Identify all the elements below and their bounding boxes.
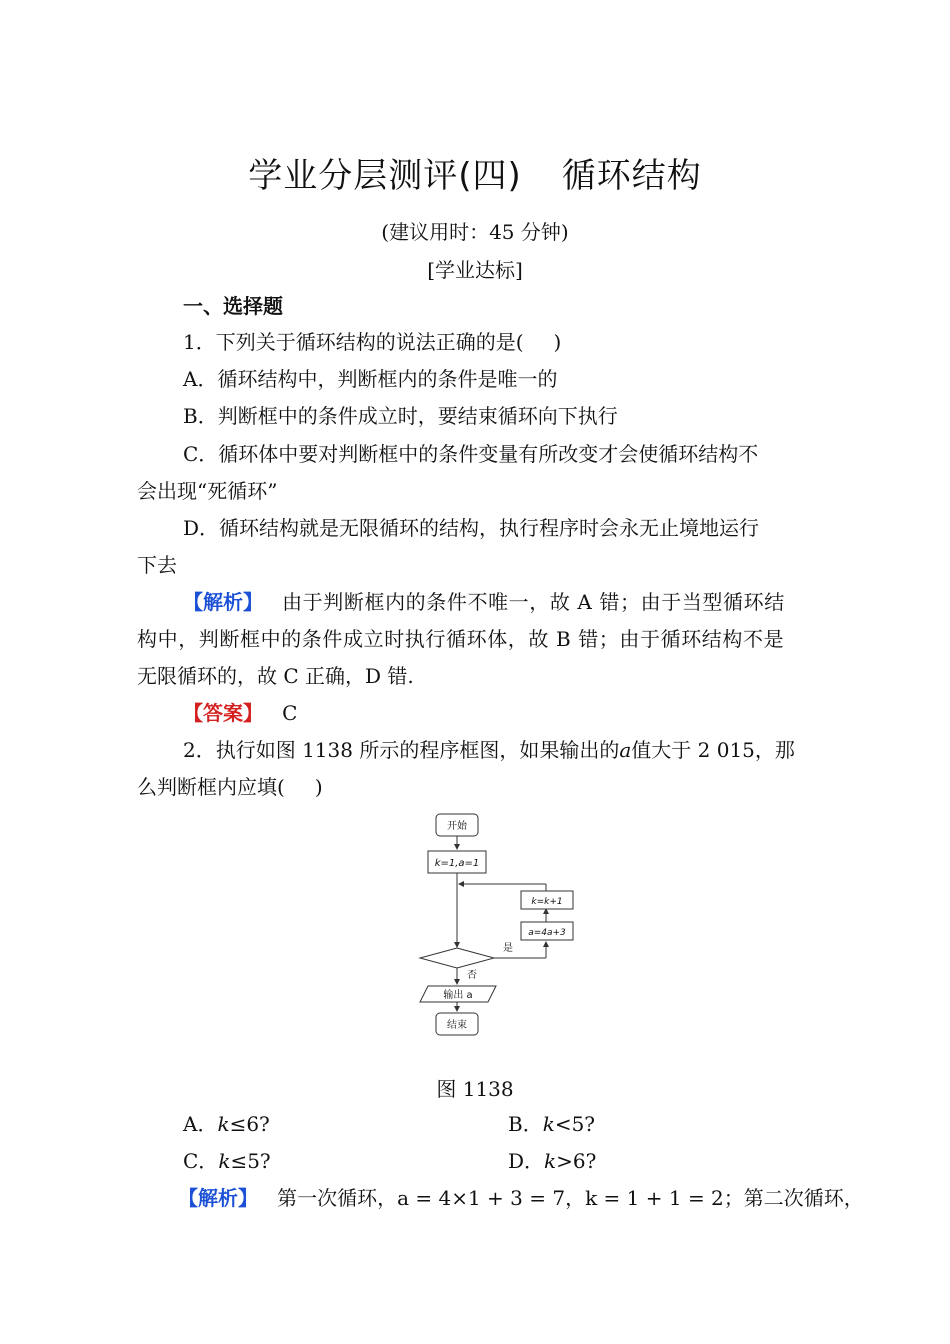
time-hint: (建议用时：45 分钟) [381,220,569,244]
flow-init-label: k=1,a=1 [434,858,480,869]
q2-option-d: D．k>6? [508,1149,597,1173]
title-main: 学业分层测评(四) [248,156,522,196]
flow-no-label: 否 [467,970,477,981]
flow-yes-label: 是 [503,943,513,954]
analysis-tag: 【解析】 [183,590,263,614]
q1-option-c-line1: C．循环体中要对判断框中的条件变量有所改变才会使循环结构不 [183,442,759,466]
q1-option-a: A．循环结构中，判断框内的条件是唯一的 [183,367,558,391]
analysis-tag: 【解析】 [178,1186,258,1210]
q2-option-a: A．k≤6? [183,1112,270,1136]
q1-option-d-line2: 下去 [137,553,177,577]
q2-stem-line2: 么判断框内应填( ) [137,775,323,799]
q1-analysis-line3: 无限循环的，故 C 正确，D 错. [137,664,414,688]
q1-analysis-line1: 【解析】 由于判断框内的条件不唯一，故 A 错；由于当型循环结 [183,590,785,614]
flow-update-a-label: a=4a+3 [528,928,566,938]
q2-option-c: C．k≤5? [183,1149,271,1173]
title-sub: 循环结构 [561,156,702,196]
q2-option-b: B．k<5? [508,1112,596,1136]
flow-end-label: 结束 [447,1020,467,1031]
q1-option-b: B．判断框中的条件成立时，要结束循环向下执行 [183,404,618,428]
q1-answer [183,699,297,727]
q1-option-d-line1: D．循环结构就是无限循环的结构，执行程序时会永无止境地运行 [183,516,760,540]
section-heading: 一、选择题 [183,294,283,318]
q1-option-c-line2: 会出现“死循环” [137,479,278,503]
flow-update-k-label: k=k+1 [531,897,563,907]
q1-stem: 1．下列关于循环结构的说法正确的是( ) [183,330,562,354]
flowchart [410,808,590,1043]
q2-analysis-line1: 【解析】 第一次循环，a = 4×1 + 3 = 7，k = 1 + 1 = 2；第二次循环， [178,1186,864,1210]
figure-caption: 图 1138 [436,1077,514,1101]
flow-output-label: 输出 a [443,990,473,1001]
flow-decision-diamond [420,948,494,968]
answer-value: C [282,701,298,725]
q2-stem-line1: 2．执行如图 1138 所示的程序框图，如果输出的a值大于 2 015，那 [183,738,795,762]
page-title [0,148,950,197]
flow-start-label: 开始 [447,821,467,832]
level-label: [学业达标] [427,258,523,282]
answer-tag: 【答案】 [183,701,263,725]
q1-analysis-line2: 构中，判断框中的条件成立时执行循环体，故 B 错；由于循环结构不是 [137,627,785,651]
